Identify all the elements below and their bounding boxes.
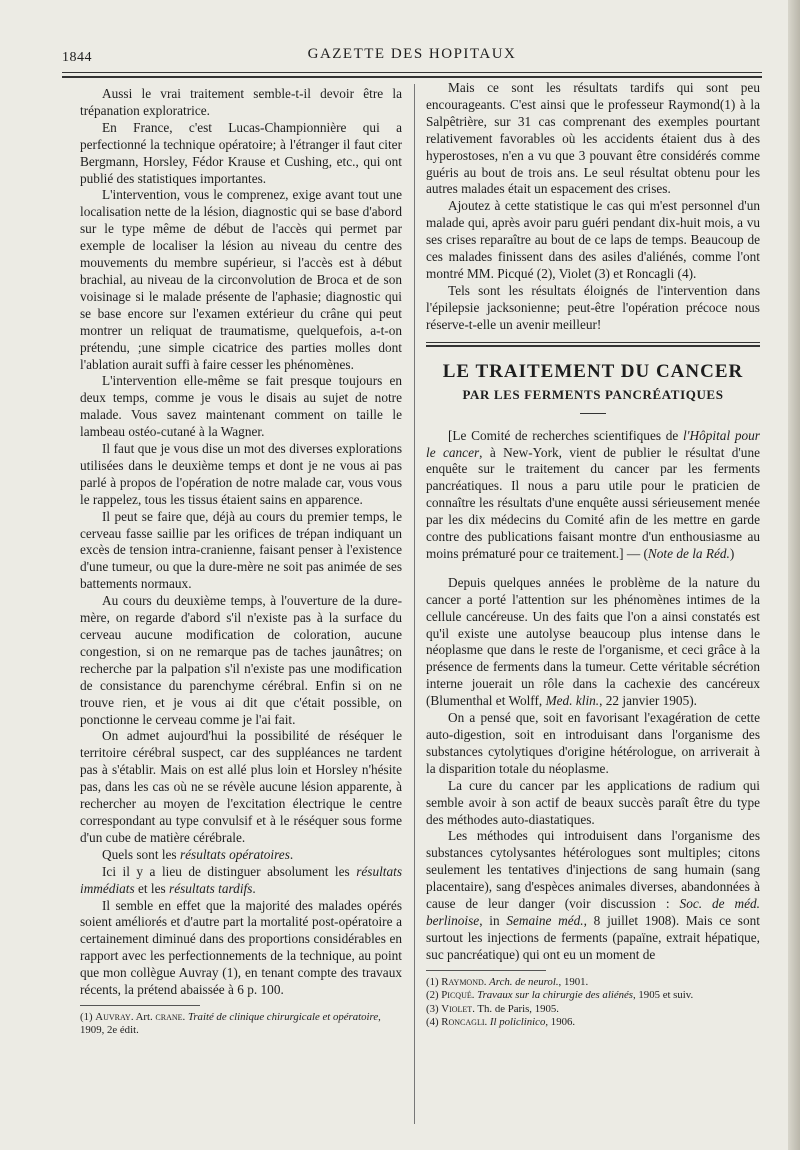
paragraph: Les méthodes qui introduisent dans l'organisme des substances cytolysantes hétérologues sont multiples; citons seulement les tentatives d'injections de sang humain (sang placentaire), sang d'espèces animales diverses, abandonnées à cause de leur danger (voir discussion : Soc. de méd. berlinoise, in Semaine méd., 8 juillet 1908). Mais ce sont surtout les injections de ferments (papaïne, extrait hépatique, suc pancréatique) qui ont eu un moment de [426,828,760,962]
paragraph: Ici il y a lieu de distinguer absolument les résultats immédiats et les résultats tardifs. [80,863,402,896]
article-title: LE TRAITEMENT DU CANCER [442,360,744,382]
page-number: 1844 [62,50,92,65]
paragraph: L'intervention, vous le comprenez, exige avant tout une localisation nette de la lésion, diagnostic qui se base d'abord sur le type même de début de l'accès qui permet par exemple de localiser la lésion au niveau du centre des mouvements du membre supérieur, si l'accès est à début brachial, au niveau de la circonvolution de Broca et de son voisinage si le malade présente de l'aphasie; diagnostic qui se base encore sur l'examen extérieur du crâne qui peut montrer un reliquat de traumatisme, quelquefois, a-t-on prétendu, ;une simple cicatrice des parties molles dont l'ablation aurait suffi à faire cesser les phénomènes. [80,187,402,372]
paragraph: On a pensé que, soit en favorisant l'exagération de cette auto-digestion, soit en introduisant dans l'organisme des substances cytolytiques d'origine hétérologue, on arriverait à la disparition totale du néoplasme. [426,710,760,776]
paragraph: Il semble en effet que la majorité des malades opérés soient améliorés et d'autre part la mortalité post-opératoire a certainement diminué dans des proportions considérables en rapport avec les perfectionnements de la technique, au point que mon collègue Auvray (1), en tenant compte des travaux récents, la prétend abaissée à 6 p. 100. [80,897,402,998]
journal-title: GAZETTE DES HOPITAUX [307,46,517,62]
running-header [62,44,762,66]
header-rule [62,72,762,73]
left-column [80,86,402,1038]
paragraph: Depuis quelques années le problème de la nature du cancer a porté l'attention sur les phénomènes intimes de la cellule cancéreuse. Un des faits que l'on a ainsi constatés est qu'il existe une autolyse beaucoup plus intense dans le néoplasme que dans le reste de l'organisme, et ceci grâce à la présence de ferments dans la tumeur. Cette véritable sécrétion interne jouerait un rôle dans la cachexie des cancéreux (Blumenthal et Wolff, Med. klin., 22 janvier 1905). [426,574,760,709]
paragraph: Tels sont les résultats éloignés de l'intervention dans l'épilepsie jacksonienne; peut-être l'opération précoce nous réserve-t-elle un avenir meilleur! [426,282,760,332]
footnote: (1) Raymond. Arch. de neurol., 1901. [426,975,589,988]
paragraph: Il faut que je vous dise un mot des diverses explorations utilisées dans le deuxième temps et dont je ne vous ai pas parlé à propos de l'opération de notre malade car, vous vous le rappelez, tous les tissus étaient sains en apparence. [80,441,402,507]
paragraph: On admet aujourd'hui la possibilité de réséquer le territoire cérébral suspect, car des suppléances ne tardent pas à s'établir. Mais on est allé plus loin et Horsley n'hésite pas, dans les cas où ne se révèle aucune lésion apparente, à rechercher au moyen de l'excitation électrique le centre correspondant au type convulsif et à le réséquer sous forme d'un cube de matière cérébrale. [80,728,402,845]
paragraph: Ajoutez à cette statistique le cas qui m'est personnel d'un malade qui, après avoir paru guéri pendant dix-huit mois, a vu ses crises reparaître au bout de ce laps de temps. Beaucoup de ces malades finissent dans des asiles d'aliénés, comme l'ont montré MM. Picqué (2), Violet (3) et Roncagli (4). [426,198,760,281]
paragraph: En France, c'est Lucas-Championnière qui a perfectionné la technique opératoire; à l'étranger il faut citer Bergmann, Horsley, Fédor Krause et Cushing, etc., qui ont publié des statistiques importantes. [80,119,402,186]
footnote: (3) Violet. Th. de Paris, 1905. [426,1002,559,1015]
footnote: (4) Roncagli. Il policlinico, 1906. [426,1016,576,1029]
footnote-rule [80,1005,200,1006]
paragraph: Mais ce sont les résultats tardifs qui sont peu encourageants. C'est ainsi que le professeur Raymond(1) à la Salpêtrière, sur 31 cas comprenant des exemples pourtant relativement favorables où les accidents étaient dus à des hyperostoses, n'en a vu que 3 pouvant être considérés comme guéris au bout de trois ans. Le seul résultat obtenu pour les autres malades était un espacement des crises. [426,80,760,197]
right-column [426,80,760,1030]
article-subtitle: PAR LES FERMENTS PANCRÉATIQUES [462,386,724,402]
spacer [426,563,760,575]
short-rule [580,413,606,414]
page-edge [788,0,800,1150]
paragraph: Aussi le vrai traitement semble-t-il devoir être la trépanation exploratrice. [80,86,402,118]
footnote: (2) Picqué. Travaux sur la chirurgie des aliénés, 1905 et suiv. [426,989,694,1002]
header-rule-thick [62,76,762,78]
paragraph: La cure du cancer par les applications de radium qui semble avoir à son actif de beaux succès paraît être du type des méthodes auto-diastatiques. [426,777,760,827]
paragraph: L'intervention elle-même se fait presque toujours en deux temps, comme je vous le disais au sujet de notre malade. Vous savez maintenant comment on taille le lambeau ostéo-cutané à la Wagner. [80,373,402,440]
section-rule [426,342,760,343]
paragraph: Quels sont les résultats opératoires. [102,846,294,862]
paragraph: Au cours du deuxième temps, à l'ouverture de la dure-mère, on regarde d'abord s'il n'existe pas à la surface du cerveau aucune modification de coloration, aucune congestion, si on ne remarque pas de taches jaunâtres; on recherche par la palpation s'il n'existe pas une modification de consistance du parenchyme cérébral. Enfin si on ne trouve rien, et je vous ai dit que c'était possible, on ponctionne le cerveau comme je l'ai fait. [80,593,402,727]
footnote-rule [426,970,546,971]
paragraph: Il peut se faire que, déjà au cours du premier temps, le cerveau fasse saillie par les orifices de trépan indiquant un excès de tension intra-cranienne, faisant penser à l'existence d'une tumeur, ou que la dure-mère ne soit pas animée de ses battements normaux. [80,508,402,592]
editorial-note: [Le Comité de recherches scientifiques de l'Hôpital pour le cancer, à New-York, vient de publier le résultat d'une enquête sur le traitement du cancer par les ferments pancréatiques. Il nous a paru utile pour le praticien de connaître les résultats d'une enquête aussi sérieusement menée par les dix médecins du Comité afin de les mettre en garde contre des publications faisant montre d'un enthousiasme au moins prématuré pour ce traitement.] — (Note de la Réd.) [426,427,760,561]
column-divider [414,84,415,1124]
footnote: (1) Auvray. Art. crane. Traité de clinique chirurgicale et opératoire, 1909, 2e édit. [80,1010,381,1037]
section-rule-thick [426,345,760,347]
